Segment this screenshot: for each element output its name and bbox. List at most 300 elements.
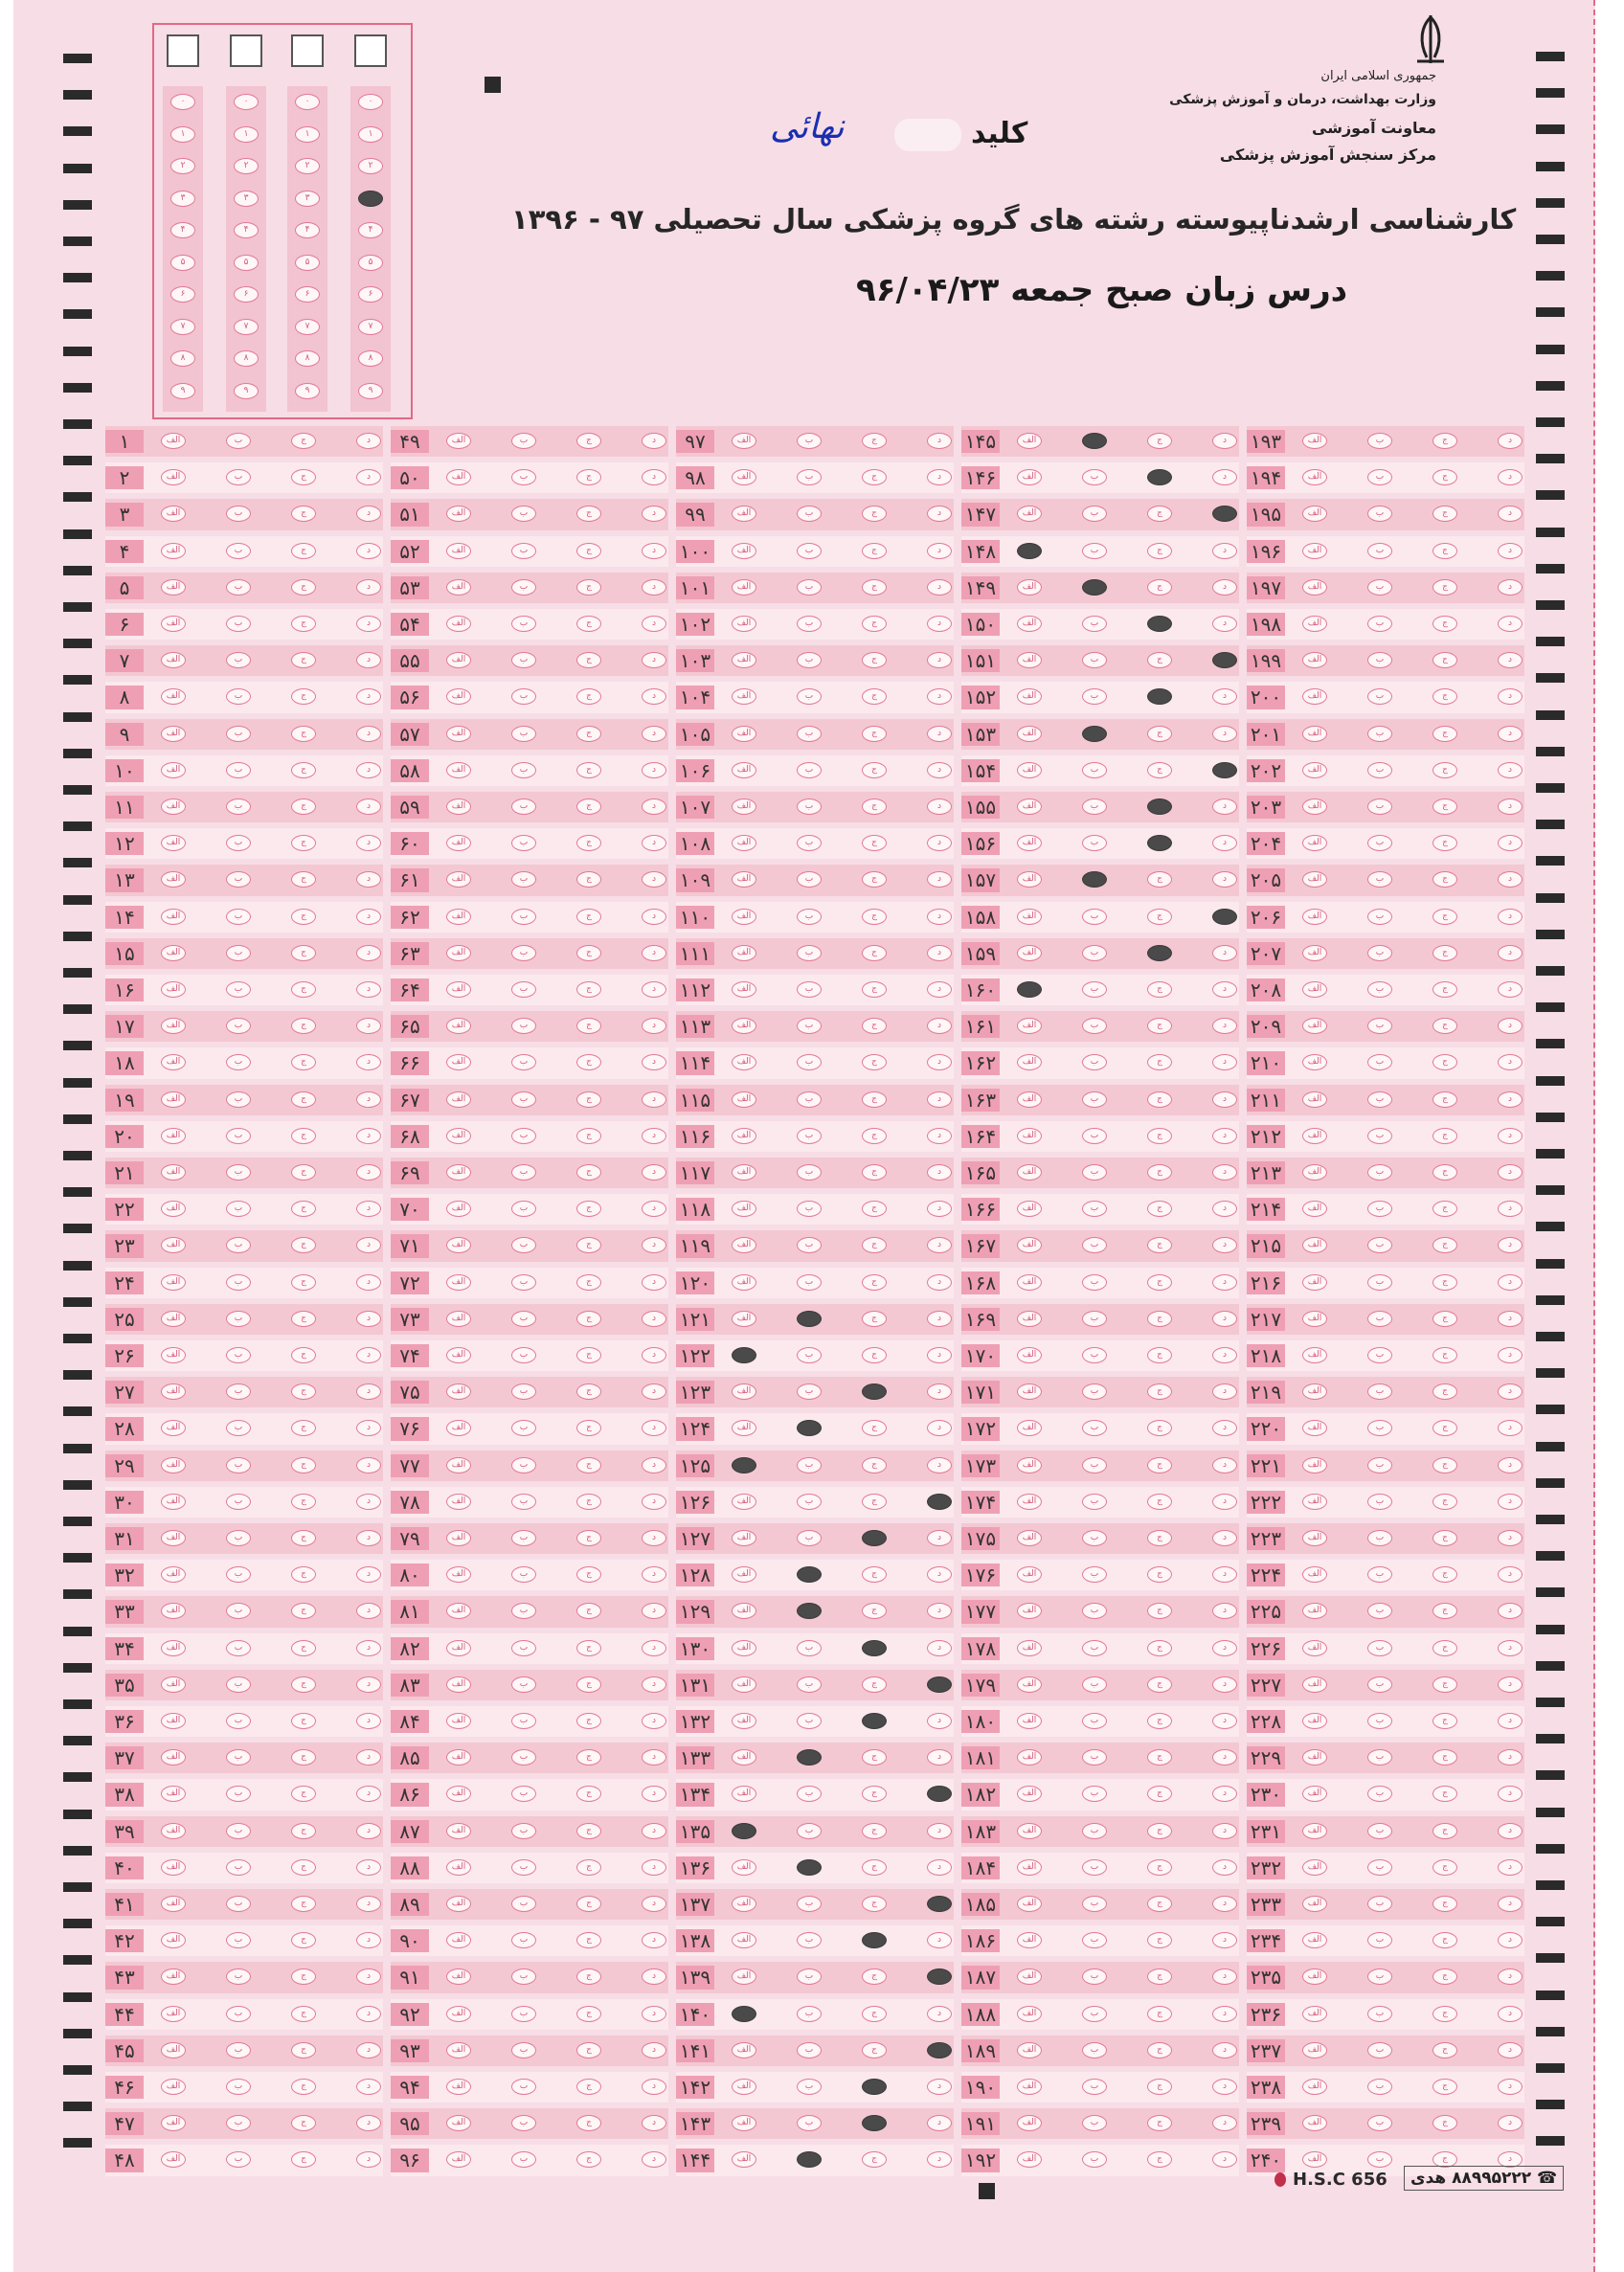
answer-bubble-2[interactable]: ج	[291, 1859, 316, 1876]
answer-bubble-0[interactable]: الف	[161, 1237, 186, 1253]
answer-bubble-2[interactable]: ج	[576, 1091, 601, 1108]
answer-bubble-1[interactable]: ب	[797, 1676, 822, 1693]
answer-bubble-0[interactable]: الف	[446, 1457, 471, 1473]
answer-bubble-1[interactable]: ب	[1367, 909, 1392, 925]
code-bubble[interactable]: ۱	[234, 126, 259, 143]
answer-bubble-3[interactable]: د	[1212, 945, 1237, 961]
answer-bubble-0[interactable]: الف	[1017, 1786, 1042, 1802]
answer-bubble-3[interactable]: د	[356, 1932, 381, 1948]
answer-bubble-0[interactable]: الف	[161, 726, 186, 742]
answer-bubble-3[interactable]: د	[356, 1786, 381, 1802]
answer-bubble-1[interactable]: ب	[1082, 909, 1107, 925]
answer-bubble-1[interactable]: ب	[226, 688, 251, 705]
answer-bubble-2[interactable]: ج	[1147, 981, 1172, 998]
answer-bubble-1[interactable]: ب	[1367, 506, 1392, 522]
answer-bubble-0[interactable]: الف	[446, 1640, 471, 1656]
answer-bubble-1[interactable]: ب	[226, 1932, 251, 1948]
answer-bubble-3[interactable]: د	[1498, 652, 1522, 668]
answer-bubble-0[interactable]: الف	[446, 799, 471, 815]
answer-bubble-0[interactable]: الف	[446, 1274, 471, 1291]
answer-bubble-0[interactable]: الف	[161, 2115, 186, 2131]
answer-bubble-0[interactable]: الف	[161, 1383, 186, 1400]
answer-bubble-3[interactable]: د	[1212, 1164, 1237, 1181]
answer-bubble-0[interactable]: الف	[1302, 1676, 1327, 1693]
answer-bubble-1[interactable]: ب	[1082, 1566, 1107, 1583]
answer-bubble-0[interactable]: الف	[732, 506, 756, 522]
answer-bubble-1[interactable]: ب	[1082, 1749, 1107, 1766]
answer-bubble-1[interactable]: ب	[511, 835, 536, 851]
answer-bubble-2[interactable]: ج	[291, 1420, 316, 1436]
answer-bubble-1[interactable]: ب	[511, 1640, 536, 1656]
answer-bubble-3[interactable]: د	[642, 1968, 666, 1985]
answer-bubble-3[interactable]: د	[642, 688, 666, 705]
answer-bubble-0[interactable]: الف	[1302, 1201, 1327, 1217]
answer-bubble-2[interactable]: ج	[862, 433, 887, 449]
answer-bubble-3[interactable]: د	[927, 762, 952, 778]
answer-bubble-0[interactable]: الف	[1017, 1018, 1042, 1034]
answer-bubble-0[interactable]: الف	[1017, 2151, 1042, 2168]
answer-bubble-1[interactable]: ب	[797, 2042, 822, 2058]
answer-bubble-0[interactable]: الف	[732, 726, 756, 742]
answer-bubble-0[interactable]: الف	[161, 799, 186, 815]
code-bubble[interactable]: ۹	[234, 383, 259, 399]
answer-bubble-3[interactable]: د	[1498, 616, 1522, 632]
answer-bubble-1[interactable]: ب	[797, 469, 822, 485]
answer-bubble-3[interactable]: د	[1212, 1383, 1237, 1400]
answer-bubble-2[interactable]: ج	[576, 1968, 601, 1985]
answer-bubble-2[interactable]	[862, 1383, 887, 1400]
answer-bubble-0[interactable]: الف	[161, 2042, 186, 2058]
answer-bubble-2[interactable]: ج	[862, 1566, 887, 1583]
answer-bubble-3[interactable]: د	[356, 1494, 381, 1510]
code-bubble[interactable]: ۵	[295, 255, 320, 271]
answer-bubble-0[interactable]: الف	[1017, 799, 1042, 815]
code-bubble[interactable]: ۵	[170, 255, 195, 271]
answer-bubble-2[interactable]: ج	[291, 1713, 316, 1729]
answer-bubble-1[interactable]: ب	[226, 1311, 251, 1327]
answer-bubble-0[interactable]: الف	[1302, 1018, 1327, 1034]
answer-bubble-0[interactable]: الف	[1302, 1859, 1327, 1876]
answer-bubble-0[interactable]: الف	[732, 1749, 756, 1766]
answer-bubble-0[interactable]: الف	[161, 1091, 186, 1108]
answer-bubble-3[interactable]: د	[927, 909, 952, 925]
code-bubble[interactable]: ۸	[358, 350, 383, 367]
answer-bubble-0[interactable]: الف	[446, 762, 471, 778]
answer-bubble-0[interactable]: الف	[732, 543, 756, 559]
answer-bubble-2[interactable]: ج	[291, 1932, 316, 1948]
answer-bubble-0[interactable]: الف	[161, 2006, 186, 2022]
answer-bubble-1[interactable]: ب	[797, 1347, 822, 1363]
answer-bubble-0[interactable]: الف	[732, 799, 756, 815]
answer-bubble-3[interactable]: د	[642, 506, 666, 522]
answer-bubble-0[interactable]: الف	[1017, 1603, 1042, 1619]
answer-bubble-1[interactable]: ب	[511, 909, 536, 925]
answer-bubble-2[interactable]: ج	[291, 1237, 316, 1253]
answer-bubble-0[interactable]: الف	[1302, 1164, 1327, 1181]
answer-bubble-2[interactable]: ج	[576, 1786, 601, 1802]
answer-bubble-1[interactable]: ب	[1082, 1054, 1107, 1070]
answer-bubble-0[interactable]: الف	[732, 1311, 756, 1327]
answer-bubble-3[interactable]: د	[1212, 1274, 1237, 1291]
answer-bubble-1[interactable]	[797, 1566, 822, 1583]
answer-bubble-2[interactable]: ج	[1432, 1420, 1457, 1436]
answer-bubble-2[interactable]: ج	[862, 1896, 887, 1912]
answer-bubble-2[interactable]: ج	[576, 688, 601, 705]
answer-bubble-0[interactable]: الف	[1302, 1749, 1327, 1766]
answer-bubble-1[interactable]: ب	[511, 1749, 536, 1766]
answer-bubble-1[interactable]: ب	[226, 579, 251, 596]
answer-bubble-0[interactable]: الف	[161, 1530, 186, 1546]
answer-bubble-1[interactable]: ب	[1367, 616, 1392, 632]
answer-bubble-2[interactable]: ج	[1432, 1237, 1457, 1253]
answer-bubble-3[interactable]: د	[642, 579, 666, 596]
answer-bubble-3[interactable]: د	[356, 909, 381, 925]
answer-bubble-3[interactable]: د	[927, 981, 952, 998]
answer-bubble-0[interactable]: الف	[1017, 1457, 1042, 1473]
answer-bubble-2[interactable]: ج	[1147, 1274, 1172, 1291]
answer-bubble-0[interactable]: الف	[446, 1018, 471, 1034]
answer-bubble-2[interactable]: ج	[291, 1603, 316, 1619]
answer-bubble-3[interactable]: د	[642, 2079, 666, 2095]
code-bubble[interactable]: ۷	[170, 319, 195, 335]
answer-bubble-1[interactable]: ب	[1082, 1786, 1107, 1802]
answer-bubble-0[interactable]: الف	[732, 1932, 756, 1948]
answer-bubble-1[interactable]: ب	[797, 981, 822, 998]
answer-bubble-1[interactable]: ب	[797, 543, 822, 559]
answer-bubble-3[interactable]	[927, 1676, 952, 1693]
code-bubble[interactable]: ۸	[170, 350, 195, 367]
answer-bubble-1[interactable]: ب	[1367, 726, 1392, 742]
answer-bubble-1[interactable]: ب	[226, 506, 251, 522]
answer-bubble-1[interactable]: ب	[1082, 1311, 1107, 1327]
answer-bubble-1[interactable]: ب	[226, 1676, 251, 1693]
answer-bubble-3[interactable]: د	[927, 1713, 952, 1729]
answer-bubble-0[interactable]: الف	[446, 1968, 471, 1985]
code-bubble[interactable]: ۴	[170, 222, 195, 238]
answer-bubble-0[interactable]: الف	[1017, 1201, 1042, 1217]
answer-bubble-0[interactable]: الف	[161, 1968, 186, 1985]
answer-bubble-3[interactable]: د	[642, 1603, 666, 1619]
answer-bubble-3[interactable]: د	[1498, 1383, 1522, 1400]
answer-bubble-3[interactable]: د	[1498, 1274, 1522, 1291]
answer-bubble-2[interactable]	[1147, 688, 1172, 705]
answer-bubble-1[interactable]: ب	[797, 945, 822, 961]
answer-bubble-3[interactable]: د	[642, 945, 666, 961]
answer-bubble-2[interactable]: ج	[291, 2042, 316, 2058]
code-bubble[interactable]: ۷	[358, 319, 383, 335]
answer-bubble-2[interactable]: ج	[1432, 469, 1457, 485]
answer-bubble-3[interactable]: د	[927, 1018, 952, 1034]
answer-bubble-0[interactable]: الف	[446, 2115, 471, 2131]
answer-bubble-1[interactable]: ب	[1082, 1932, 1107, 1948]
answer-bubble-2[interactable]: ج	[862, 1311, 887, 1327]
answer-bubble-3[interactable]: د	[1498, 2115, 1522, 2131]
answer-bubble-2[interactable]: ج	[291, 835, 316, 851]
answer-bubble-1[interactable]: ب	[511, 1530, 536, 1546]
answer-bubble-1[interactable]: ب	[1367, 543, 1392, 559]
answer-bubble-2[interactable]: ج	[291, 616, 316, 632]
answer-bubble-0[interactable]: الف	[1302, 981, 1327, 998]
code-bubble[interactable]: ۳	[234, 191, 259, 207]
answer-bubble-3[interactable]: د	[642, 909, 666, 925]
answer-bubble-3[interactable]: د	[927, 579, 952, 596]
answer-bubble-2[interactable]: ج	[1147, 1347, 1172, 1363]
answer-bubble-3[interactable]: د	[1212, 1420, 1237, 1436]
answer-bubble-1[interactable]: ب	[1367, 1786, 1392, 1802]
answer-bubble-1[interactable]: ب	[226, 1786, 251, 1802]
answer-bubble-2[interactable]: ج	[1432, 1968, 1457, 1985]
answer-bubble-2[interactable]: ج	[576, 1494, 601, 1510]
answer-bubble-2[interactable]: ج	[1147, 1676, 1172, 1693]
answer-bubble-0[interactable]: الف	[1017, 1859, 1042, 1876]
answer-bubble-0[interactable]: الف	[1302, 1383, 1327, 1400]
answer-bubble-2[interactable]: ج	[1432, 762, 1457, 778]
answer-bubble-1[interactable]: ب	[797, 1713, 822, 1729]
answer-bubble-0[interactable]: الف	[1017, 1713, 1042, 1729]
answer-bubble-1[interactable]: ب	[226, 616, 251, 632]
answer-bubble-1[interactable]: ب	[1082, 799, 1107, 815]
answer-bubble-2[interactable]: ج	[1147, 2006, 1172, 2022]
answer-bubble-3[interactable]: د	[642, 616, 666, 632]
answer-bubble-3[interactable]: د	[927, 1128, 952, 1144]
answer-bubble-3[interactable]: د	[1498, 2079, 1522, 2095]
answer-bubble-1[interactable]: ب	[1082, 469, 1107, 485]
answer-bubble-3[interactable]: د	[927, 2006, 952, 2022]
answer-bubble-3[interactable]: د	[642, 1128, 666, 1144]
answer-bubble-0[interactable]: الف	[1017, 2042, 1042, 2058]
answer-bubble-1[interactable]: ب	[511, 433, 536, 449]
answer-bubble-1[interactable]: ب	[511, 688, 536, 705]
answer-bubble-3[interactable]: د	[642, 762, 666, 778]
answer-bubble-3[interactable]: د	[1498, 1091, 1522, 1108]
answer-bubble-3[interactable]: د	[1498, 1347, 1522, 1363]
answer-bubble-3[interactable]	[1212, 762, 1237, 778]
answer-bubble-0[interactable]: الف	[1302, 1968, 1327, 1985]
answer-bubble-0[interactable]: الف	[1302, 1237, 1327, 1253]
answer-bubble-2[interactable]: ج	[1147, 1164, 1172, 1181]
answer-bubble-1[interactable]: ب	[1367, 1091, 1392, 1108]
answer-bubble-1[interactable]: ب	[797, 871, 822, 888]
answer-bubble-0[interactable]: الف	[161, 981, 186, 998]
answer-bubble-1[interactable]: ب	[797, 433, 822, 449]
answer-bubble-2[interactable]: ج	[1432, 1530, 1457, 1546]
answer-bubble-3[interactable]: د	[356, 1018, 381, 1034]
answer-bubble-1[interactable]: ب	[511, 981, 536, 998]
answer-bubble-0[interactable]: الف	[161, 1786, 186, 1802]
answer-bubble-2[interactable]: ج	[1147, 762, 1172, 778]
answer-bubble-2[interactable]: ج	[1432, 1091, 1457, 1108]
answer-bubble-1[interactable]: ب	[511, 1311, 536, 1327]
answer-bubble-3[interactable]: د	[1212, 1566, 1237, 1583]
answer-bubble-2[interactable]: ج	[576, 1383, 601, 1400]
answer-bubble-2[interactable]: ج	[862, 1603, 887, 1619]
code-bubble[interactable]: ۵	[234, 255, 259, 271]
answer-bubble-1[interactable]: ب	[1367, 579, 1392, 596]
answer-bubble-1[interactable]: ب	[511, 1786, 536, 1802]
answer-bubble-3[interactable]: د	[356, 835, 381, 851]
answer-bubble-1[interactable]: ب	[226, 909, 251, 925]
answer-bubble-0[interactable]: الف	[446, 1347, 471, 1363]
answer-bubble-0[interactable]: الف	[1017, 945, 1042, 961]
answer-bubble-2[interactable]: ج	[1432, 1932, 1457, 1948]
answer-bubble-2[interactable]: ج	[1432, 1640, 1457, 1656]
code-bubble[interactable]: ۰	[170, 94, 195, 110]
answer-bubble-2[interactable]: ج	[862, 1274, 887, 1291]
answer-bubble-2[interactable]: ج	[1432, 2006, 1457, 2022]
code-bubble[interactable]: ۷	[234, 319, 259, 335]
answer-bubble-1[interactable]: ب	[1367, 1749, 1392, 1766]
answer-bubble-1[interactable]: ب	[511, 2151, 536, 2168]
answer-bubble-0[interactable]: الف	[446, 871, 471, 888]
answer-bubble-3[interactable]: د	[927, 506, 952, 522]
answer-bubble-0[interactable]: الف	[1017, 579, 1042, 596]
answer-bubble-0[interactable]: الف	[161, 1823, 186, 1839]
answer-bubble-1[interactable]: ب	[226, 1018, 251, 1034]
answer-bubble-1[interactable]: ب	[226, 1128, 251, 1144]
answer-bubble-1[interactable]: ب	[1082, 1968, 1107, 1985]
answer-bubble-1[interactable]	[1082, 433, 1107, 449]
answer-bubble-1[interactable]: ب	[511, 469, 536, 485]
answer-bubble-1[interactable]: ب	[226, 1091, 251, 1108]
answer-bubble-1[interactable]: ب	[1367, 1274, 1392, 1291]
answer-bubble-2[interactable]: ج	[291, 1274, 316, 1291]
answer-bubble-3[interactable]: د	[1498, 1640, 1522, 1656]
answer-bubble-1[interactable]: ب	[226, 2151, 251, 2168]
answer-bubble-1[interactable]: ب	[1367, 1566, 1392, 1583]
answer-bubble-1[interactable]: ب	[226, 433, 251, 449]
answer-bubble-3[interactable]: د	[927, 1054, 952, 1070]
answer-bubble-3[interactable]: د	[927, 1859, 952, 1876]
answer-bubble-2[interactable]: ج	[576, 762, 601, 778]
answer-bubble-1[interactable]: ب	[1082, 2079, 1107, 2095]
answer-bubble-0[interactable]: الف	[1017, 1274, 1042, 1291]
answer-bubble-0[interactable]: الف	[732, 1128, 756, 1144]
answer-bubble-3[interactable]: د	[642, 1932, 666, 1948]
answer-bubble-1[interactable]: ب	[1367, 1383, 1392, 1400]
code-bubble[interactable]: ۲	[170, 158, 195, 174]
answer-bubble-2[interactable]: ج	[291, 652, 316, 668]
answer-bubble-2[interactable]: ج	[576, 1530, 601, 1546]
answer-bubble-1[interactable]: ب	[797, 1932, 822, 1948]
answer-bubble-0[interactable]: الف	[1017, 1896, 1042, 1912]
answer-bubble-0[interactable]: الف	[446, 1420, 471, 1436]
code-bubble[interactable]: ۰	[234, 94, 259, 110]
answer-bubble-2[interactable]: ج	[1432, 2115, 1457, 2131]
answer-bubble-2[interactable]: ج	[862, 2006, 887, 2022]
answer-bubble-1[interactable]: ب	[511, 579, 536, 596]
answer-bubble-3[interactable]: د	[356, 1164, 381, 1181]
answer-bubble-2[interactable]: ج	[1147, 433, 1172, 449]
answer-bubble-1[interactable]: ب	[797, 1640, 822, 1656]
answer-bubble-1[interactable]	[1082, 579, 1107, 596]
answer-bubble-0[interactable]: الف	[1302, 1640, 1327, 1656]
answer-bubble-2[interactable]: ج	[862, 1018, 887, 1034]
answer-bubble-2[interactable]: ج	[576, 2115, 601, 2131]
answer-bubble-2[interactable]: ج	[1432, 945, 1457, 961]
answer-bubble-3[interactable]: د	[1498, 1237, 1522, 1253]
answer-bubble-2[interactable]: ج	[1432, 1274, 1457, 1291]
answer-bubble-2[interactable]: ج	[576, 1640, 601, 1656]
answer-bubble-0[interactable]: الف	[732, 1713, 756, 1729]
answer-bubble-0[interactable]: الف	[446, 1237, 471, 1253]
answer-bubble-1[interactable]: ب	[797, 2115, 822, 2131]
answer-bubble-0[interactable]: الف	[161, 1713, 186, 1729]
answer-bubble-0[interactable]: الف	[1017, 1494, 1042, 1510]
answer-bubble-1[interactable]: ب	[511, 726, 536, 742]
answer-bubble-0[interactable]: الف	[446, 1859, 471, 1876]
answer-bubble-2[interactable]: ج	[862, 909, 887, 925]
answer-bubble-3[interactable]: د	[927, 1749, 952, 1766]
answer-bubble-2[interactable]: ج	[1432, 1823, 1457, 1839]
answer-bubble-1[interactable]: ب	[511, 1859, 536, 1876]
answer-bubble-3[interactable]	[1212, 909, 1237, 925]
answer-bubble-1[interactable]: ب	[1367, 433, 1392, 449]
answer-bubble-2[interactable]: ج	[1147, 1786, 1172, 1802]
answer-bubble-1[interactable]: ب	[797, 1054, 822, 1070]
code-entry-box[interactable]	[230, 34, 262, 67]
answer-bubble-1[interactable]: ب	[1367, 1896, 1392, 1912]
answer-bubble-2[interactable]: ج	[576, 616, 601, 632]
answer-bubble-2[interactable]: ج	[576, 2006, 601, 2022]
answer-bubble-0[interactable]: الف	[446, 1164, 471, 1181]
answer-bubble-1[interactable]: ب	[511, 799, 536, 815]
answer-bubble-2[interactable]: ج	[1147, 726, 1172, 742]
answer-bubble-3[interactable]: د	[356, 762, 381, 778]
answer-bubble-2[interactable]: ج	[291, 981, 316, 998]
answer-bubble-3[interactable]: د	[1498, 1530, 1522, 1546]
answer-bubble-2[interactable]	[862, 1640, 887, 1656]
answer-bubble-2[interactable]	[1147, 616, 1172, 632]
answer-bubble-2[interactable]: ج	[291, 1749, 316, 1766]
answer-bubble-1[interactable]: ب	[1367, 2079, 1392, 2095]
answer-bubble-1[interactable]: ب	[1367, 1457, 1392, 1473]
answer-bubble-0[interactable]: الف	[1017, 1749, 1042, 1766]
answer-bubble-0[interactable]: الف	[1017, 2006, 1042, 2022]
answer-bubble-3[interactable]: د	[642, 652, 666, 668]
answer-bubble-0[interactable]: الف	[446, 506, 471, 522]
answer-bubble-1[interactable]	[797, 1603, 822, 1619]
answer-bubble-3[interactable]: د	[1498, 1749, 1522, 1766]
answer-bubble-0[interactable]: الف	[161, 1457, 186, 1473]
code-bubble[interactable]: ۸	[295, 350, 320, 367]
answer-bubble-3[interactable]: د	[927, 1347, 952, 1363]
answer-bubble-3[interactable]: د	[642, 1494, 666, 1510]
answer-bubble-3[interactable]: د	[927, 1091, 952, 1108]
answer-bubble-2[interactable]: ج	[291, 433, 316, 449]
answer-bubble-1[interactable]: ب	[1082, 981, 1107, 998]
code-bubble[interactable]: ۴	[234, 222, 259, 238]
answer-bubble-2[interactable]: ج	[1432, 799, 1457, 815]
answer-bubble-3[interactable]: د	[356, 1383, 381, 1400]
answer-bubble-2[interactable]	[1147, 945, 1172, 961]
answer-bubble-0[interactable]: الف	[732, 1676, 756, 1693]
code-bubble[interactable]: ۵	[358, 255, 383, 271]
answer-bubble-1[interactable]: ب	[226, 1896, 251, 1912]
answer-bubble-2[interactable]: ج	[576, 2042, 601, 2058]
answer-bubble-0[interactable]: الف	[1017, 506, 1042, 522]
answer-bubble-1[interactable]: ب	[797, 1201, 822, 1217]
answer-bubble-3[interactable]: د	[1212, 1749, 1237, 1766]
answer-bubble-0[interactable]	[732, 1823, 756, 1839]
answer-bubble-1[interactable]: ب	[1367, 1164, 1392, 1181]
answer-bubble-3[interactable]: د	[1498, 1566, 1522, 1583]
answer-bubble-3[interactable]: د	[1212, 1311, 1237, 1327]
answer-bubble-1[interactable]: ب	[797, 909, 822, 925]
answer-bubble-0[interactable]: الف	[446, 1896, 471, 1912]
answer-bubble-1[interactable]: ب	[1367, 762, 1392, 778]
answer-bubble-2[interactable]: ج	[862, 543, 887, 559]
code-entry-box[interactable]	[291, 34, 324, 67]
